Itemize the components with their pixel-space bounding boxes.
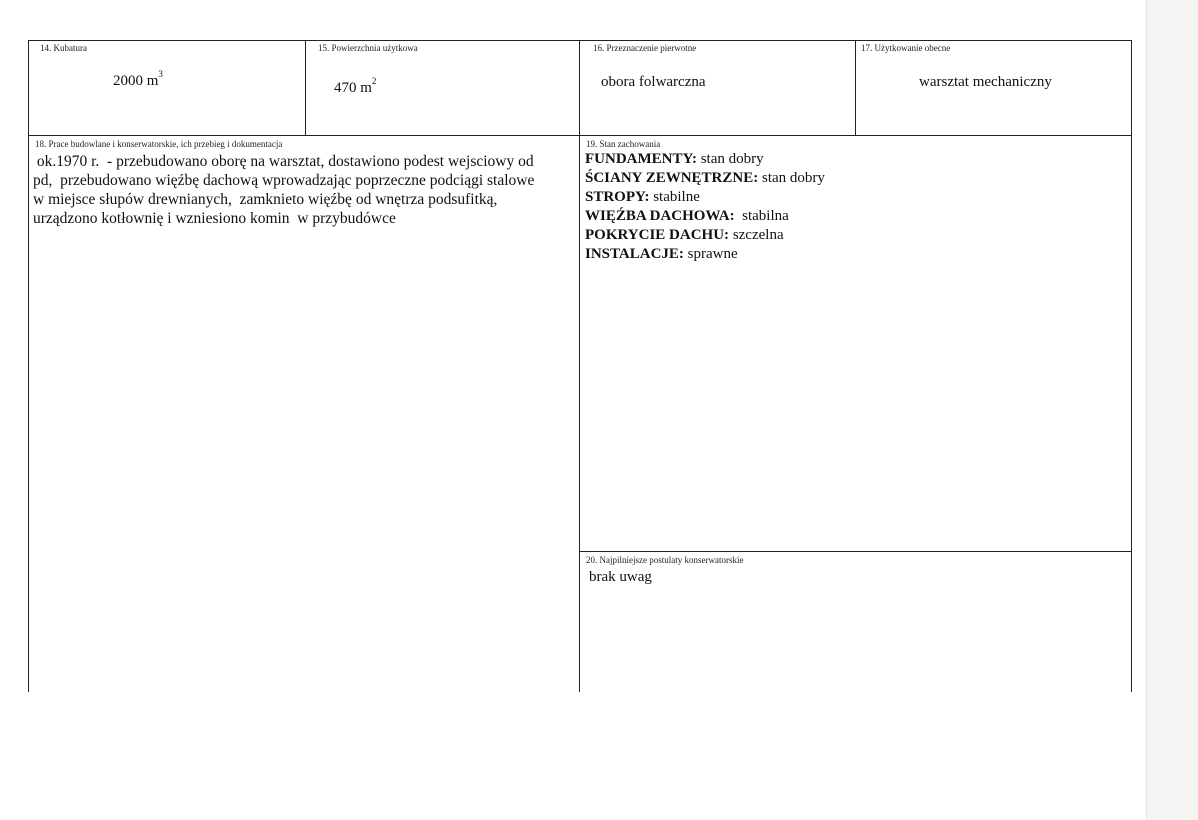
condition-row-foundations: FUNDAMENTY: stan dobry: [585, 151, 764, 167]
grid-line-col3: [855, 40, 856, 135]
grid-line-row2: [579, 551, 1132, 552]
condition-row-walls: ŚCIANY ZEWNĘTRZNE: stan dobry: [585, 170, 825, 186]
kubatura-unit-exponent: 3: [158, 69, 163, 79]
area-unit-exponent: 2: [371, 76, 377, 86]
field-17-label: 17. Użytkowanie obecne: [861, 43, 951, 53]
field-14-value: [113, 67, 163, 90]
condition-row-roofing: POKRYCIE DACHU: szczelna: [585, 227, 784, 243]
condition-row-ceilings: STROPY: stabilne: [585, 189, 700, 205]
field-20-label: 20. Najpilniejsze postulaty konserwatorskie: [586, 555, 744, 565]
field-17-value: warsztat mechaniczny: [919, 74, 1052, 90]
field-18-line: w miejsce słupów drewnianych, zamknieto więźbę od wnętrza podsufitką,: [33, 191, 498, 208]
condition-list: [585, 150, 825, 264]
field-16-label: 16. Przeznaczenie pierwotne: [593, 43, 697, 53]
grid-line-right: [1131, 40, 1132, 692]
field-18-label: 18. Prace budowlane i konserwatorskie, ich przebieg i dokumentacja: [35, 139, 283, 149]
field-18-line: urządzono kotłownię i wzniesiono komin w przybudówce: [33, 210, 396, 227]
field-14-label: 14. Kubatura: [40, 43, 87, 53]
grid-line-col1: [305, 40, 306, 135]
kubatura-text: 2000 m: [113, 73, 159, 89]
grid-line-top: [28, 40, 1132, 41]
condition-row-installations: INSTALACJE: sprawne: [585, 246, 738, 262]
field-15-label: 15. Powierzchnia użytkowa: [318, 43, 418, 53]
field-15-value: [334, 74, 376, 97]
condition-row-roof-truss: WIĘŹBA DACHOWA: stabilna: [585, 208, 789, 224]
grid-line-left: [28, 40, 29, 692]
field-18-text: [33, 152, 578, 228]
area-text: 470 m: [334, 80, 372, 96]
grid-line-row1: [28, 135, 1132, 136]
field-19-label: 19. Stan zachowania: [586, 139, 661, 149]
field-20-value: brak uwag: [589, 569, 652, 585]
field-18-line: pd, przebudowano więźbę dachową wprowadzając poprzeczne podciągi stalowe: [33, 172, 535, 189]
grid-line-col2: [579, 40, 580, 692]
field-18-line: ok.1970 r. - przebudowano oborę na warsztat, dostawiono podest wejsciowy od: [33, 153, 534, 170]
field-16-value: obora folwarczna: [601, 74, 706, 90]
